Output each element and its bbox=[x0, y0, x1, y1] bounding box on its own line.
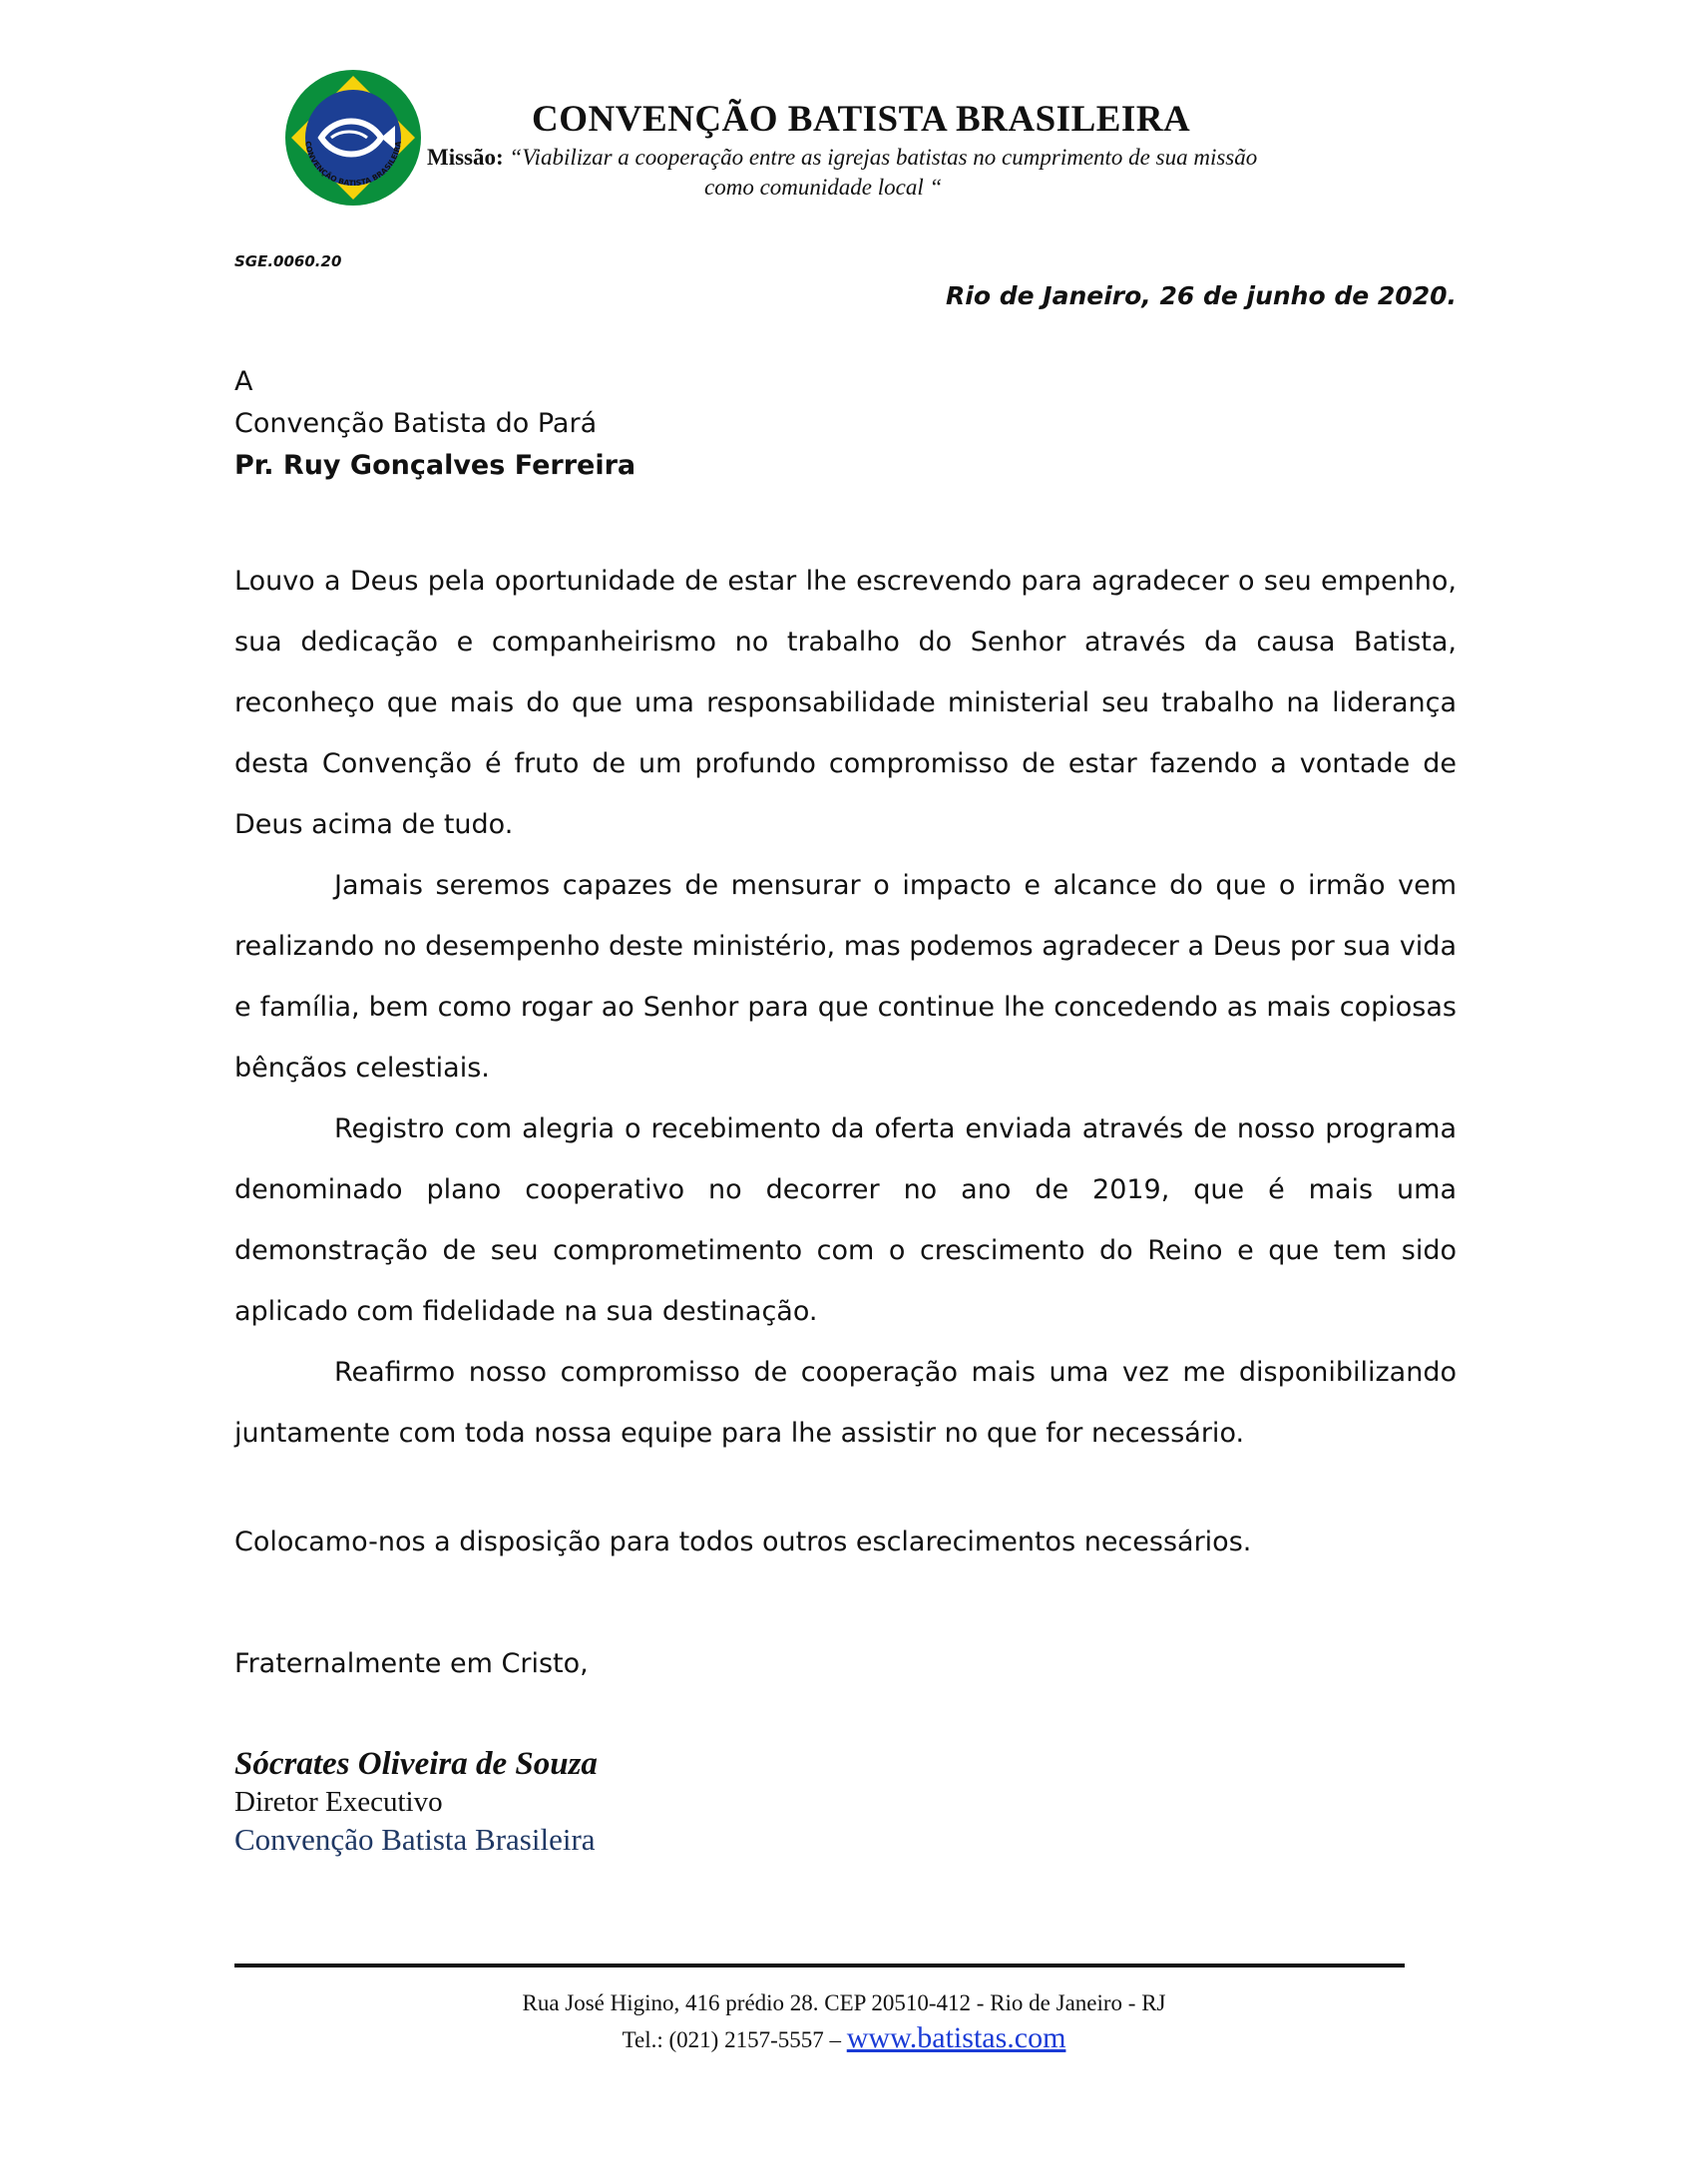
logo-ring-text: CONVENÇÃO BATISTA BRASILEIRA bbox=[303, 140, 403, 189]
recipient-block bbox=[234, 361, 635, 487]
reference-code: SGE.0060.20 bbox=[234, 252, 342, 270]
mission-text: “Viabilizar a cooperação entre as igrejas batistas no cumprimento de sua missão bbox=[509, 145, 1258, 170]
organization-title: CONVENÇÃO BATISTA BRASILEIRA bbox=[532, 99, 1191, 140]
mission-label: Missão: bbox=[427, 145, 504, 170]
signer-name: Sócrates Oliveira de Souza bbox=[234, 1746, 598, 1782]
footer-phone: Tel.: (021) 2157-5557 – bbox=[622, 2027, 841, 2052]
recipient-prefix: A bbox=[234, 366, 253, 397]
signer-organization: Convenção Batista Brasileira bbox=[234, 1822, 596, 1857]
mission-statement bbox=[427, 145, 1425, 171]
signer-role: Diretor Executivo bbox=[234, 1786, 443, 1818]
footer-divider bbox=[234, 1964, 1405, 1967]
letterhead bbox=[0, 0, 1688, 229]
date-line: Rio de Janeiro, 26 de junho de 2020. bbox=[946, 281, 1457, 310]
mission-text-continued: como comunidade local “ bbox=[704, 175, 943, 200]
footer-address: Rua José Higino, 416 prédio 28. CEP 20510-412 - Rio de Janeiro - RJ bbox=[522, 1990, 1166, 2015]
cbb-fish-seal-logo-icon bbox=[283, 68, 423, 208]
body-paragraph: Louvo a Deus pela oportunidade de estar lhe escrevendo para agradecer o seu empenho, sua dedicação e companheirismo no trabalho do Senhor através da causa Batista, reconheço que mais do que uma responsabilidade ministerial seu trabalho na liderança desta Convenção é fruto de um profundo compromisso de estar fazendo a vontade de Deus acima de tudo. bbox=[234, 566, 1457, 840]
letter-body bbox=[234, 551, 1457, 1464]
footer-contact bbox=[0, 2021, 1688, 2055]
body-paragraph: Registro com alegria o recebimento da oferta enviada através de nosso programa denominado plano cooperativo no decorrer no ano de 2019, que é mais uma demonstração de seu comprometimento com o crescimento do Reino e que tem sido aplicado com fidelidade na sua destinação. bbox=[234, 1113, 1457, 1327]
body-paragraph: Jamais seremos capazes de mensurar o impacto e alcance do que o irmão vem realizando no desempenho deste ministério, mas podemos agradecer a Deus por sua vida e família, bem como rogar ao Senhor para que continue lhe concedendo as mais copiosas bênçãos celestiais. bbox=[234, 870, 1457, 1084]
body-paragraph: Reafirmo nosso compromisso de cooperação mais uma vez me disponibilizando juntamente com toda nossa equipe para lhe assistir no que for necessário. bbox=[234, 1357, 1457, 1449]
footer-website-link[interactable]: www.batistas.com bbox=[846, 2021, 1066, 2054]
recipient-organization: Convenção Batista do Pará bbox=[234, 408, 598, 439]
closing-note: Colocamo-nos a disposição para todos outros esclarecimentos necessários. bbox=[234, 1527, 1252, 1557]
recipient-name: Pr. Ruy Gonçalves Ferreira bbox=[234, 450, 636, 481]
salutation: Fraternalmente em Cristo, bbox=[234, 1648, 589, 1679]
